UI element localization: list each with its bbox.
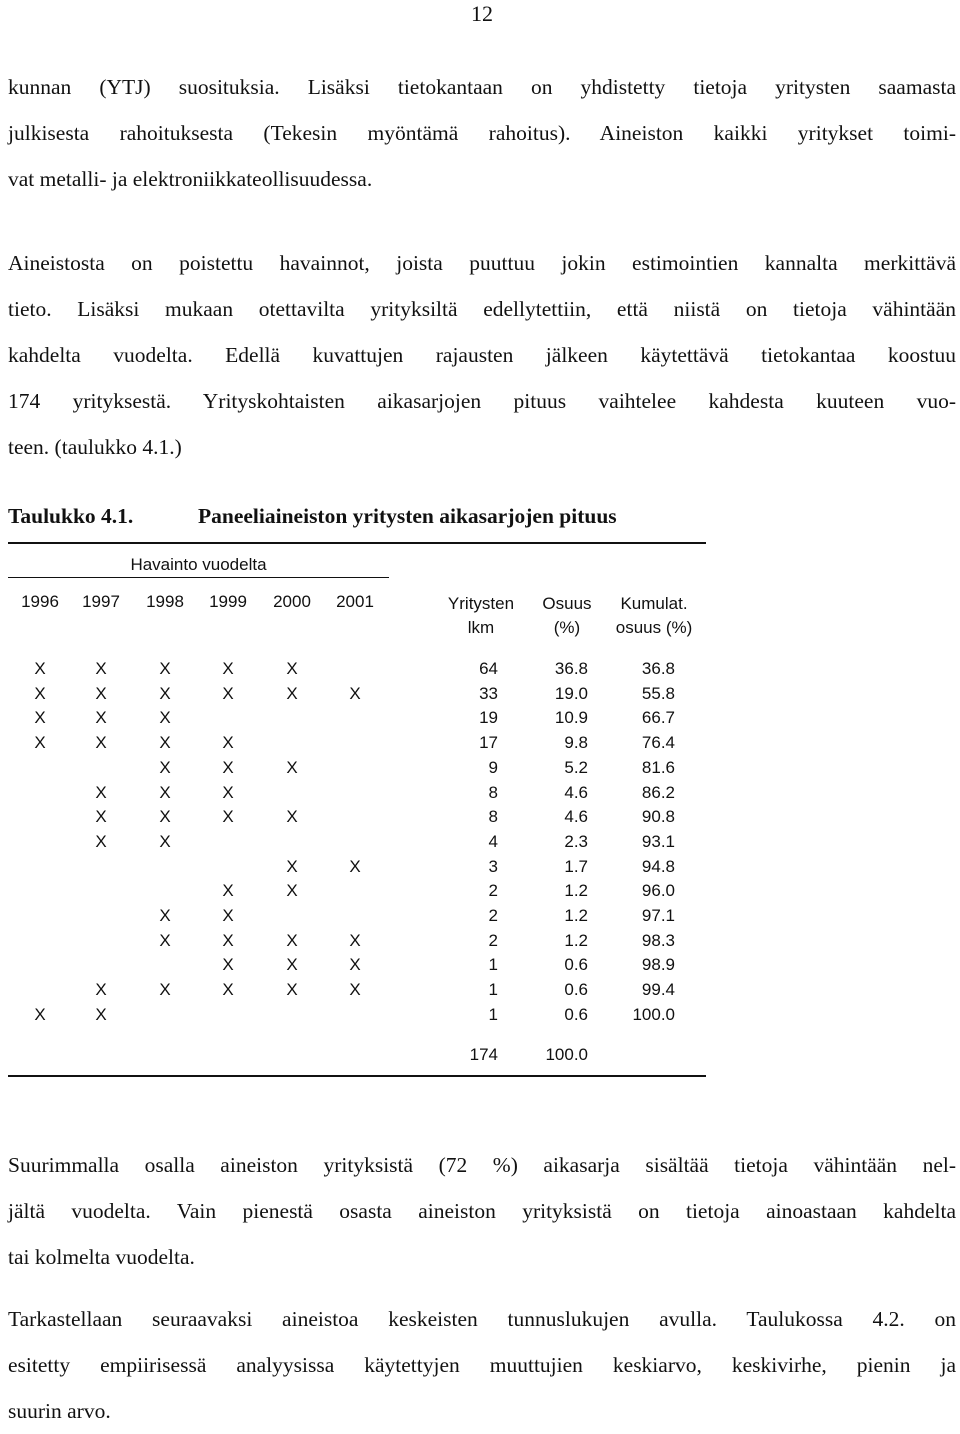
observation-mark-1998: X	[159, 683, 171, 703]
cell-count: 64	[479, 659, 498, 678]
observation-mark-1997: X	[95, 659, 107, 678]
cell-cumulative: 98.9	[641, 955, 675, 975]
cell-count: 1	[488, 980, 498, 1000]
cell-share: 1.2	[564, 881, 588, 901]
table-row	[0, 953, 960, 977]
cell-count: 33	[479, 683, 498, 703]
paragraph-data-restrictions	[8, 240, 956, 470]
observation-mark-1997: X	[95, 807, 107, 827]
observation-mark-1997: X	[95, 980, 107, 1000]
year-header-2000: 2000	[273, 592, 311, 611]
total-count: 174	[469, 1045, 498, 1064]
observation-mark-1998: X	[159, 930, 171, 950]
table-row	[0, 706, 960, 730]
year-header-1998: 1998	[146, 592, 184, 611]
text-line: jältä vuodelta. Vain pienestä osasta aineiston yrityksistä on tietoja ainoastaan kahdelta	[8, 1199, 956, 1223]
year-header-1996: 1996	[21, 592, 59, 611]
table-row	[0, 756, 960, 780]
column-header-count-line2: lkm	[467, 618, 495, 637]
paragraph-series-summary	[8, 1142, 956, 1280]
table-row	[0, 805, 960, 829]
cell-share: 5.2	[564, 757, 588, 777]
text-line: kahdelta vuodelta. Edellä kuvattujen rajausten jälkeen käytettävä tietokantaa koostuu	[8, 343, 956, 367]
table-row	[0, 855, 960, 879]
cell-cumulative: 55.8	[641, 683, 675, 703]
column-header-cumulative-line1: Kumulat.	[620, 594, 688, 613]
observation-mark-2000: X	[286, 683, 298, 703]
cell-count: 4	[488, 831, 498, 851]
year-header-1997: 1997	[82, 592, 120, 611]
cell-count: 8	[488, 782, 498, 802]
text-line: Tarkastellaan seuraavaksi aineistoa keskeisten tunnuslukujen avulla. Taulukossa 4.2. on	[8, 1307, 956, 1331]
observation-mark-2001: X	[349, 930, 361, 950]
observation-mark-1999: X	[222, 683, 234, 703]
table-row	[0, 904, 960, 928]
observation-mark-1997: X	[95, 782, 107, 802]
observation-mark-1999: X	[222, 757, 234, 777]
observation-mark-1996: X	[34, 683, 46, 703]
group-header-rule	[8, 577, 389, 578]
cell-share: 10.9	[554, 708, 588, 728]
observation-mark-1996: X	[34, 708, 46, 728]
observation-mark-2000: X	[286, 955, 298, 975]
observation-mark-1998: X	[159, 906, 171, 925]
observation-mark-2001: X	[349, 856, 361, 876]
year-header-1999: 1999	[209, 592, 247, 611]
table-caption-label: Taulukko 4.1.	[8, 504, 134, 528]
page-number: 12	[471, 1, 493, 26]
table-top-rule	[8, 542, 706, 544]
cell-share: 19.0	[554, 683, 588, 703]
observation-mark-1999: X	[222, 930, 234, 950]
observation-mark-1998: X	[159, 708, 171, 728]
observation-mark-2000: X	[286, 856, 298, 876]
observation-mark-2001: X	[349, 683, 361, 703]
cell-count: 2	[488, 930, 498, 950]
cell-share: 1.7	[564, 856, 588, 876]
observation-mark-1998: X	[159, 659, 171, 678]
text-line: julkisesta rahoituksesta (Tekesin myöntämä rahoitus). Aineiston kaikki yritykset toimi-	[8, 121, 956, 145]
cell-cumulative: 100.0	[632, 1004, 675, 1024]
observation-mark-1999: X	[222, 955, 234, 975]
cell-cumulative: 99.4	[641, 980, 675, 1000]
table-row	[0, 781, 960, 805]
observation-mark-1999: X	[222, 659, 234, 678]
cell-share: 9.8	[564, 733, 588, 753]
observation-mark-1998: X	[159, 733, 171, 753]
observation-mark-1996: X	[34, 1004, 46, 1024]
cell-cumulative: 81.6	[641, 757, 675, 777]
text-line: vat metalli- ja elektroniikkateollisuudessa.	[8, 167, 373, 191]
cell-count: 2	[488, 881, 498, 901]
cell-cumulative: 76.4	[641, 733, 675, 753]
text-line: tai kolmelta vuodelta.	[8, 1245, 195, 1269]
text-line: 174 yrityksestä. Yrityskohtaisten aikasarjojen pituus vaihtelee kahdesta kuuteen vuo-	[8, 389, 956, 413]
cell-share: 1.2	[564, 930, 588, 950]
table-row	[0, 929, 960, 953]
cell-share: 36.8	[554, 659, 588, 678]
cell-cumulative: 86.2	[641, 782, 675, 802]
text-line: suurin arvo.	[8, 1399, 111, 1423]
table-row	[0, 1003, 960, 1027]
cell-count: 3	[488, 856, 498, 876]
cell-count: 2	[488, 906, 498, 925]
text-line: Suurimmalla osalla aineiston yrityksistä (72 %) aikasarja sisältää tietoja vähintään nel-	[8, 1153, 956, 1177]
observation-mark-1997: X	[95, 1004, 107, 1024]
observation-mark-1998: X	[159, 757, 171, 777]
observation-mark-2001: X	[349, 955, 361, 975]
table-row	[0, 731, 960, 755]
cell-count: 1	[488, 955, 498, 975]
cell-share: 1.2	[564, 906, 588, 925]
observation-mark-2000: X	[286, 807, 298, 827]
observation-mark-1999: X	[222, 807, 234, 827]
group-header-observation-year: Havainto vuodelta	[130, 555, 267, 574]
table-row	[0, 830, 960, 854]
cell-cumulative: 93.1	[641, 831, 675, 851]
table-bottom-rule	[8, 1075, 706, 1077]
observation-mark-1996: X	[34, 659, 46, 678]
table-row	[0, 657, 960, 681]
cell-cumulative: 90.8	[641, 807, 675, 827]
text-line: teen. (taulukko 4.1.)	[8, 435, 182, 459]
text-line: Aineistosta on poistettu havainnot, joista puuttuu jokin estimointien kannalta merkittävä	[8, 251, 956, 275]
observation-mark-1997: X	[95, 831, 107, 851]
cell-cumulative: 97.1	[641, 906, 675, 925]
observation-mark-2000: X	[286, 881, 298, 901]
cell-count: 9	[488, 757, 498, 777]
cell-cumulative: 96.0	[641, 881, 675, 901]
total-share: 100.0	[545, 1045, 588, 1064]
observation-mark-1998: X	[159, 782, 171, 802]
column-header-cumulative-line2: osuus (%)	[615, 618, 693, 637]
column-header-count	[434, 592, 528, 640]
observation-mark-1999: X	[222, 980, 234, 1000]
cell-share: 0.6	[564, 980, 588, 1000]
cell-count: 19	[479, 708, 498, 728]
paragraph-next-section	[8, 1296, 956, 1434]
column-header-cumulative-share	[602, 592, 706, 640]
observation-mark-2000: X	[286, 757, 298, 777]
observation-mark-1999: X	[222, 733, 234, 753]
cell-share: 4.6	[564, 782, 588, 802]
observation-mark-2000: X	[286, 980, 298, 1000]
observation-mark-2000: X	[286, 659, 298, 678]
observation-mark-1998: X	[159, 831, 171, 851]
cell-share: 0.6	[564, 955, 588, 975]
cell-count: 17	[479, 733, 498, 753]
column-header-share-line1: Osuus	[542, 594, 592, 613]
column-header-count-line1: Yritysten	[447, 594, 515, 613]
observation-mark-1997: X	[95, 733, 107, 753]
observation-mark-1997: X	[95, 708, 107, 728]
text-line: tieto. Lisäksi mukaan otettavilta yrityksiltä edellytettiin, että niistä on tietoja vähintään	[8, 297, 956, 321]
column-header-share	[532, 592, 602, 640]
cell-share: 4.6	[564, 807, 588, 827]
observation-mark-1999: X	[222, 881, 234, 901]
table-row	[0, 978, 960, 1002]
observation-mark-1998: X	[159, 980, 171, 1000]
observation-mark-2001: X	[349, 980, 361, 1000]
text-line: esitetty empiirisessä analyysissa käytettyjen muuttujien keskiarvo, keskivirhe, pienin ja	[8, 1353, 956, 1377]
cell-count: 8	[488, 807, 498, 827]
cell-count: 1	[488, 1004, 498, 1024]
table-row	[0, 682, 960, 706]
table-caption	[8, 500, 617, 532]
cell-cumulative: 98.3	[641, 930, 675, 950]
column-header-share-line2: (%)	[553, 618, 581, 637]
cell-cumulative: 36.8	[641, 659, 675, 678]
observation-mark-1997: X	[95, 683, 107, 703]
cell-share: 2.3	[564, 831, 588, 851]
observation-mark-2000: X	[286, 930, 298, 950]
table-caption-title: Paneeliaineiston yritysten aikasarjojen pituus	[198, 504, 617, 528]
observation-mark-1998: X	[159, 807, 171, 827]
observation-mark-1999: X	[222, 782, 234, 802]
observation-mark-1996: X	[34, 733, 46, 753]
table-row	[0, 879, 960, 903]
year-header-2001: 2001	[336, 592, 374, 611]
paragraph-data-sources	[8, 64, 956, 202]
cell-cumulative: 66.7	[641, 708, 675, 728]
cell-share: 0.6	[564, 1004, 588, 1024]
cell-cumulative: 94.8	[641, 856, 675, 876]
observation-mark-1999: X	[222, 906, 234, 925]
text-line: kunnan (YTJ) suosituksia. Lisäksi tietokantaan on yhdistetty tietoja yritysten saamasta	[8, 75, 956, 99]
